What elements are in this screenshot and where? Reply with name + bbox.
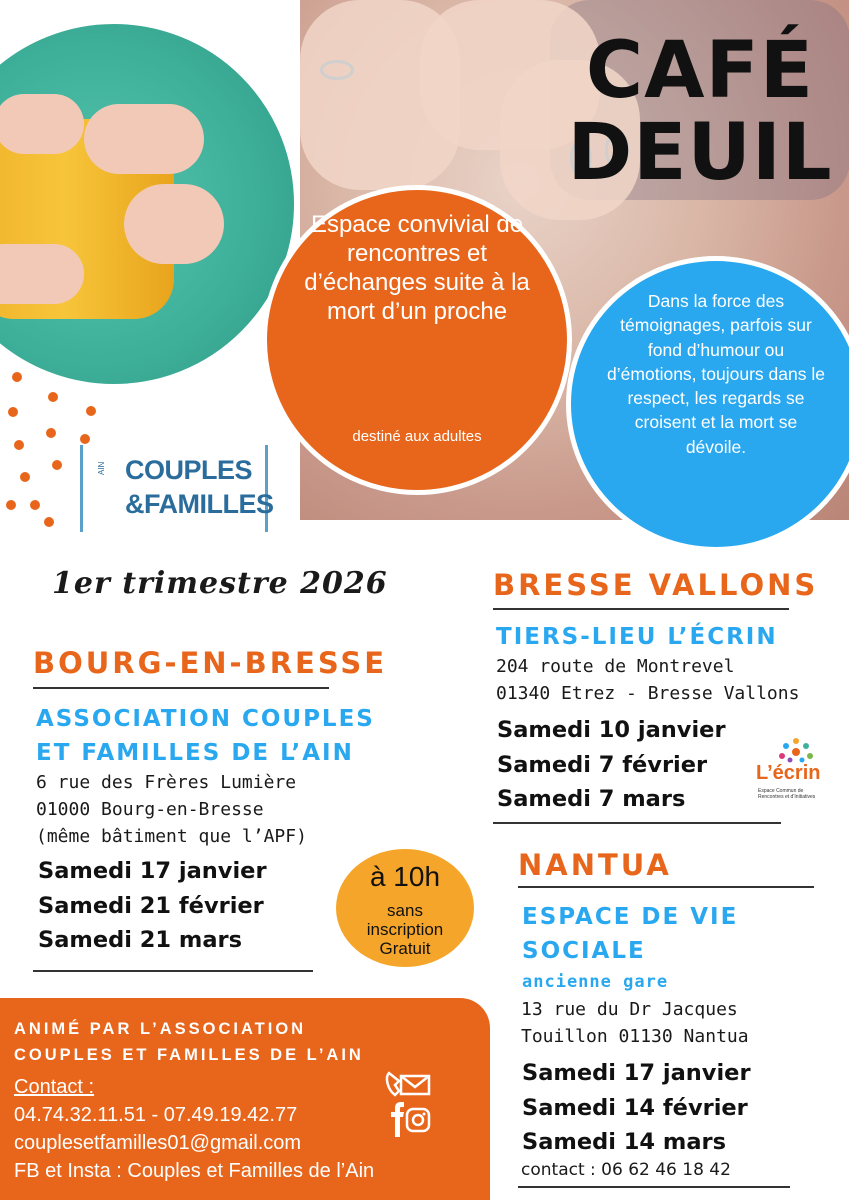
logo-line-2: &FAMILLES — [125, 489, 274, 519]
address-line: 01340 Etrez - Bresse Vallons — [496, 683, 800, 704]
contact-phones[interactable]: 04.74.32.11.51 - 07.49.19.42.77 — [14, 1104, 298, 1126]
time-details — [336, 901, 474, 958]
date-item: Samedi 7 mars — [497, 786, 686, 812]
date-item: Samedi 10 janvier — [497, 717, 726, 743]
city-bresse: BRESSE VALLONS — [493, 568, 819, 602]
contact-email[interactable]: couplesetfamilles01@gmail.com — [14, 1132, 302, 1154]
ecrin-word: L’écrin — [756, 762, 821, 784]
time-text: à 10h — [369, 861, 441, 892]
date-item: Samedi 14 février — [522, 1094, 748, 1121]
date-item: Samedi 17 janvier — [38, 858, 267, 884]
contact-nantua: contact : 06 62 46 18 42 — [521, 1160, 731, 1180]
venue-bresse: TIERS-LIEU L’ÉCRIN — [496, 624, 778, 650]
ecrin-logo — [752, 736, 832, 816]
city-nantua: NANTUA — [518, 848, 672, 882]
page-title — [560, 26, 840, 198]
quote-text: Dans la force des témoignages, parfois sur fond d’humour ou d’émotions, toujours dans le respect, les regards se croisent et la mort se dévoile. — [607, 291, 825, 457]
venue-nantua-sub: ancienne gare — [522, 972, 669, 992]
footer-title — [14, 1016, 364, 1068]
dates-bresse — [497, 713, 726, 817]
couples-familles-logo — [80, 445, 274, 532]
divider — [518, 1186, 790, 1188]
mail-icon — [401, 1076, 429, 1094]
trimester-label: 1er trimestre 2026 — [52, 566, 388, 601]
address-bresse — [496, 653, 799, 707]
divider — [493, 822, 781, 824]
address-line: 13 rue du Dr Jacques — [521, 999, 738, 1020]
mug-photo — [0, 20, 298, 388]
audience-text: destiné aux adultes — [352, 428, 482, 445]
address-line: Touillon 01130 Nantua — [521, 1026, 749, 1047]
address-line: 204 route de Montrevel — [496, 656, 735, 677]
blue-quote-circle — [566, 256, 849, 552]
title-line-2: DEUIL — [567, 108, 833, 198]
divider — [33, 687, 329, 689]
facebook-icon — [391, 1102, 404, 1137]
venue-bourg — [36, 702, 375, 770]
divider — [33, 970, 313, 972]
address-line: 6 rue des Frères Lumière — [36, 772, 297, 793]
address-line: 01000 Bourg-en-Bresse — [36, 799, 264, 820]
date-item: Samedi 21 février — [38, 892, 264, 919]
venue-nantua-line-1: ESPACE DE VIE — [522, 904, 739, 930]
orange-intro-circle — [262, 185, 572, 495]
date-item: Samedi 21 mars — [38, 927, 243, 953]
time-detail-line: inscription — [366, 920, 444, 939]
venue-nantua-line-2: SOCIALE — [522, 938, 646, 964]
time-badge — [336, 849, 474, 967]
phone-icon — [387, 1073, 399, 1095]
address-bourg — [36, 769, 307, 850]
dates-nantua — [522, 1056, 751, 1160]
date-item: Samedi 7 février — [497, 751, 708, 778]
title-line-1: CAFÉ — [585, 26, 815, 116]
divider — [493, 608, 789, 610]
instagram-icon — [407, 1109, 429, 1131]
dates-bourg — [38, 854, 267, 958]
contact-social[interactable]: FB et Insta : Couples et Familles de l’Ain — [14, 1160, 375, 1182]
time-detail-line: Gratuit — [379, 939, 431, 958]
divider — [518, 886, 814, 888]
venue-bourg-line-2: ET FAMILLES DE L’AIN — [36, 740, 354, 766]
contact-label: Contact : — [14, 1076, 95, 1098]
footer-title-line-1: ANIMÉ PAR L’ASSOCIATION — [14, 1020, 307, 1038]
time-detail-line: sans — [387, 901, 423, 920]
logo-line-1: COUPLES — [125, 455, 253, 485]
city-bourg: BOURG-EN-BRESSE — [33, 646, 388, 680]
venue-bourg-line-1: ASSOCIATION COUPLES — [36, 706, 375, 732]
logo-ain: AIN — [97, 461, 106, 475]
date-item: Samedi 14 mars — [522, 1129, 727, 1155]
intro-text: Espace convivial de rencontres et d’échanges suite à la mort d’un proche — [304, 211, 530, 325]
date-item: Samedi 17 janvier — [522, 1060, 751, 1086]
footer-title-line-2: COUPLES ET FAMILLES DE L’AIN — [14, 1046, 364, 1064]
venue-nantua — [522, 900, 738, 968]
contact-icons — [383, 1067, 433, 1139]
ecrin-tagline: Espace Commun de Rencontres et d’Initiatives — [758, 788, 816, 800]
address-line: (même bâtiment que l’APF) — [36, 826, 307, 847]
address-nantua — [521, 996, 749, 1050]
